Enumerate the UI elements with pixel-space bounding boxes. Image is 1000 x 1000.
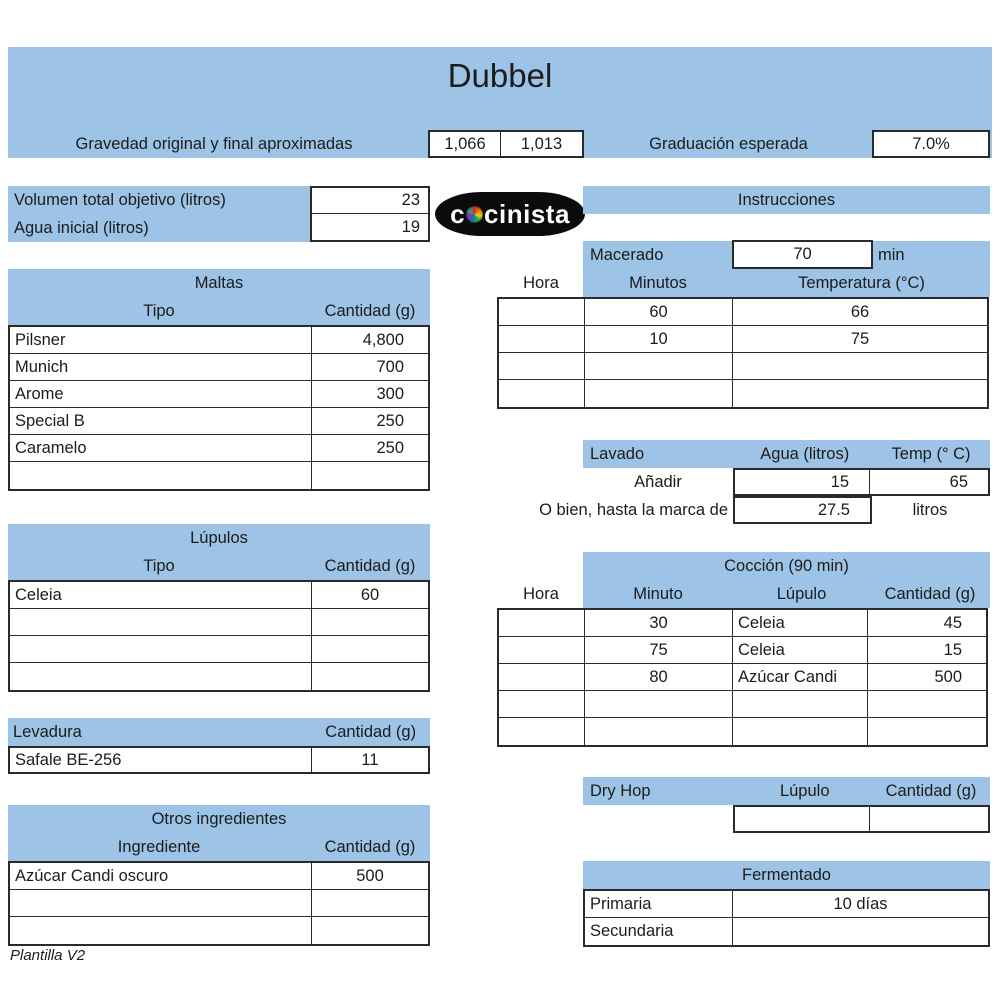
recipe-title: Dubbel xyxy=(447,57,553,94)
mash-hora-cell[interactable] xyxy=(499,380,585,407)
dry-hop-lupulo-cell[interactable] xyxy=(735,807,870,831)
other-ingredient-cell[interactable] xyxy=(10,917,312,944)
yeast-label: Levadura xyxy=(13,722,82,741)
instructions-title: Instrucciones xyxy=(737,190,836,209)
mash-label: Macerado xyxy=(590,245,664,264)
mash-minutos-cell[interactable]: 10 xyxy=(585,326,733,353)
dry-hop-col-lupulo: Lúpulo xyxy=(779,781,830,800)
dry-hop-label: Dry Hop xyxy=(590,781,651,800)
other-ingredient-cell[interactable] xyxy=(10,890,312,917)
abv-value-cell[interactable]: 7.0% xyxy=(912,134,950,153)
boil-lupulo-cell[interactable]: Azúcar Candi xyxy=(733,664,868,691)
mash-duration-cell[interactable]: 70 xyxy=(793,245,812,263)
other-qty-cell[interactable] xyxy=(312,890,428,917)
malts-table xyxy=(8,325,430,491)
boil-hora-cell[interactable] xyxy=(499,637,585,664)
abv-label: Graduación esperada xyxy=(649,134,808,153)
boil-lupulo-cell[interactable]: Celeia xyxy=(733,610,868,637)
hops-band xyxy=(8,524,430,580)
malt-type-cell[interactable]: Munich xyxy=(10,354,312,381)
mash-temp-cell[interactable]: 66 xyxy=(733,299,987,326)
yeast-band xyxy=(8,718,430,746)
boil-hora-cell[interactable] xyxy=(499,610,585,637)
mash-hora-cell[interactable] xyxy=(499,353,585,380)
sparge-col-temp: Temp (° C) xyxy=(891,444,971,463)
malts-col-tipo: Tipo xyxy=(143,301,175,320)
fermentation-table xyxy=(583,889,990,947)
hop-type-cell[interactable] xyxy=(10,609,312,636)
malt-type-cell[interactable]: Caramelo xyxy=(10,435,312,462)
mash-col-temperatura: Temperatura (°C) xyxy=(798,273,925,292)
dry-hop-table xyxy=(733,805,990,833)
mash-col-minutos: Minutos xyxy=(629,273,687,292)
malt-type-cell[interactable] xyxy=(10,462,312,489)
sparge-alt-box xyxy=(733,496,872,524)
malt-qty-cell[interactable]: 700 xyxy=(312,354,428,381)
other-ingredient-cell[interactable]: Azúcar Candi oscuro xyxy=(10,863,312,890)
mash-minutos-cell[interactable] xyxy=(585,353,733,380)
others-title: Otros ingredientes xyxy=(151,809,287,828)
logo-text-prefix: c xyxy=(450,198,466,229)
hops-title: Lúpulos xyxy=(190,528,248,547)
mash-temp-cell[interactable]: 75 xyxy=(733,326,987,353)
volume-total-label: Volumen total objetivo (litros) xyxy=(14,190,226,209)
hop-type-cell[interactable]: Celeia xyxy=(10,582,312,609)
fermentation-duration-cell[interactable] xyxy=(733,918,988,945)
mash-col-hora: Hora xyxy=(523,273,559,292)
boil-qty-cell[interactable] xyxy=(868,691,986,718)
mash-table xyxy=(497,297,989,409)
yeast-table xyxy=(8,746,430,774)
sparge-col-agua: Agua (litros) xyxy=(760,444,850,463)
cocinista-logo xyxy=(435,192,585,236)
boil-minuto-cell[interactable] xyxy=(585,691,733,718)
hop-qty-cell[interactable] xyxy=(312,663,428,690)
sparge-label: Lavado xyxy=(590,444,645,463)
malt-type-cell[interactable]: Special B xyxy=(10,408,312,435)
hop-qty-cell[interactable]: 60 xyxy=(312,582,428,609)
water-initial-label: Agua inicial (litros) xyxy=(14,218,149,237)
gravity-values-table xyxy=(428,130,584,158)
boil-hora-cell[interactable] xyxy=(499,691,585,718)
boil-qty-cell[interactable] xyxy=(868,718,986,745)
sparge-add-table xyxy=(733,468,990,496)
mash-hora-cell[interactable] xyxy=(499,299,585,326)
boil-minuto-cell[interactable]: 80 xyxy=(585,664,733,691)
boil-col-minuto: Minuto xyxy=(633,584,683,603)
others-table xyxy=(8,861,430,946)
fermentation-title: Fermentado xyxy=(742,865,831,884)
malt-qty-cell[interactable]: 250 xyxy=(312,435,428,462)
boil-lupulo-cell[interactable]: Celeia xyxy=(733,637,868,664)
malts-col-cantidad: Cantidad (g) xyxy=(324,301,416,320)
sparge-temp-cell[interactable]: 65 xyxy=(949,472,968,491)
boil-table xyxy=(497,608,988,747)
malt-qty-cell[interactable]: 300 xyxy=(312,381,428,408)
mash-temp-cell[interactable] xyxy=(733,380,987,407)
hop-type-cell[interactable] xyxy=(10,636,312,663)
template-version: Plantilla V2 xyxy=(10,947,86,964)
malt-qty-cell[interactable]: 250 xyxy=(312,408,428,435)
hops-col-tipo: Tipo xyxy=(143,556,175,575)
yeast-col-cantidad: Cantidad (g) xyxy=(325,722,417,741)
dry-hop-col-cantidad: Cantidad (g) xyxy=(885,781,977,800)
fermentation-band xyxy=(583,861,990,889)
boil-col-cantidad: Cantidad (g) xyxy=(884,584,976,603)
dry-hop-band xyxy=(583,777,990,805)
mash-duration-box xyxy=(732,240,873,269)
boil-col-lupulo: Lúpulo xyxy=(776,584,827,603)
abv-box xyxy=(872,130,990,158)
hop-qty-cell[interactable] xyxy=(312,636,428,663)
boil-minuto-cell[interactable]: 75 xyxy=(585,637,733,664)
gravity-final-cell[interactable]: 1,013 xyxy=(520,134,563,153)
boil-hora-cell[interactable] xyxy=(499,718,585,745)
boil-minuto-cell[interactable]: 30 xyxy=(585,610,733,637)
volume-values-table xyxy=(310,186,430,242)
gravity-label: Gravedad original y final aproximadas xyxy=(75,134,353,153)
malt-type-cell[interactable]: Arome xyxy=(10,381,312,408)
water-initial-cell[interactable]: 19 xyxy=(401,217,420,236)
malt-qty-cell[interactable] xyxy=(312,462,428,489)
sparge-band xyxy=(583,440,990,468)
hops-col-cantidad: Cantidad (g) xyxy=(324,556,416,575)
fermentation-stage-cell[interactable]: Secundaria xyxy=(585,918,733,945)
gravity-original-cell[interactable]: 1,066 xyxy=(430,132,501,156)
sparge-alt-cell[interactable]: 27.5 xyxy=(817,500,850,519)
others-col-cantidad: Cantidad (g) xyxy=(324,837,416,856)
hop-qty-cell[interactable] xyxy=(312,609,428,636)
boil-qty-cell[interactable]: 45 xyxy=(868,610,986,637)
others-col-ingrediente: Ingrediente xyxy=(117,837,201,856)
boil-qty-cell[interactable]: 15 xyxy=(868,637,986,664)
volume-total-cell[interactable]: 23 xyxy=(312,188,428,214)
malt-qty-cell[interactable]: 4,800 xyxy=(312,327,428,354)
hop-type-cell[interactable] xyxy=(10,663,312,690)
fermentation-stage-cell[interactable]: Primaria xyxy=(585,891,733,918)
mash-minutos-cell[interactable] xyxy=(585,380,733,407)
boil-band xyxy=(583,552,990,608)
logo-text-suffix: cinista xyxy=(484,198,570,229)
mash-hora-cell[interactable] xyxy=(499,326,585,353)
boil-lupulo-cell[interactable] xyxy=(733,718,868,745)
mash-duration-unit: min xyxy=(878,245,905,264)
malt-type-cell[interactable]: Pilsner xyxy=(10,327,312,354)
boil-minuto-cell[interactable] xyxy=(585,718,733,745)
boil-col-hora: Hora xyxy=(523,584,559,603)
malts-title: Maltas xyxy=(194,273,244,292)
sparge-add-label: Añadir xyxy=(634,472,682,491)
other-qty-cell[interactable]: 500 xyxy=(312,863,428,890)
yeast-qty-cell[interactable]: 11 xyxy=(361,750,379,769)
boil-qty-cell[interactable]: 500 xyxy=(868,664,986,691)
dry-hop-qty-cell[interactable] xyxy=(870,807,988,831)
boil-title: Cocción (90 min) xyxy=(724,556,849,575)
yeast-name-cell[interactable]: Safale BE-256 xyxy=(10,748,312,772)
sparge-alt-unit: litros xyxy=(912,500,948,519)
sparge-agua-cell[interactable]: 15 xyxy=(735,470,870,494)
others-band xyxy=(8,805,430,861)
hops-table xyxy=(8,580,430,692)
boil-hora-cell[interactable] xyxy=(499,664,585,691)
malts-band xyxy=(8,269,430,325)
boil-lupulo-cell[interactable] xyxy=(733,691,868,718)
mash-temp-cell[interactable] xyxy=(733,353,987,380)
mash-minutos-cell[interactable]: 60 xyxy=(585,299,733,326)
volume-band xyxy=(8,186,310,242)
instructions-band xyxy=(583,186,990,214)
fermentation-duration-cell[interactable]: 10 días xyxy=(733,891,988,918)
sparge-alt-label: O bien, hasta la marca de xyxy=(539,500,728,519)
globe-icon xyxy=(466,206,483,223)
other-qty-cell[interactable] xyxy=(312,917,428,944)
